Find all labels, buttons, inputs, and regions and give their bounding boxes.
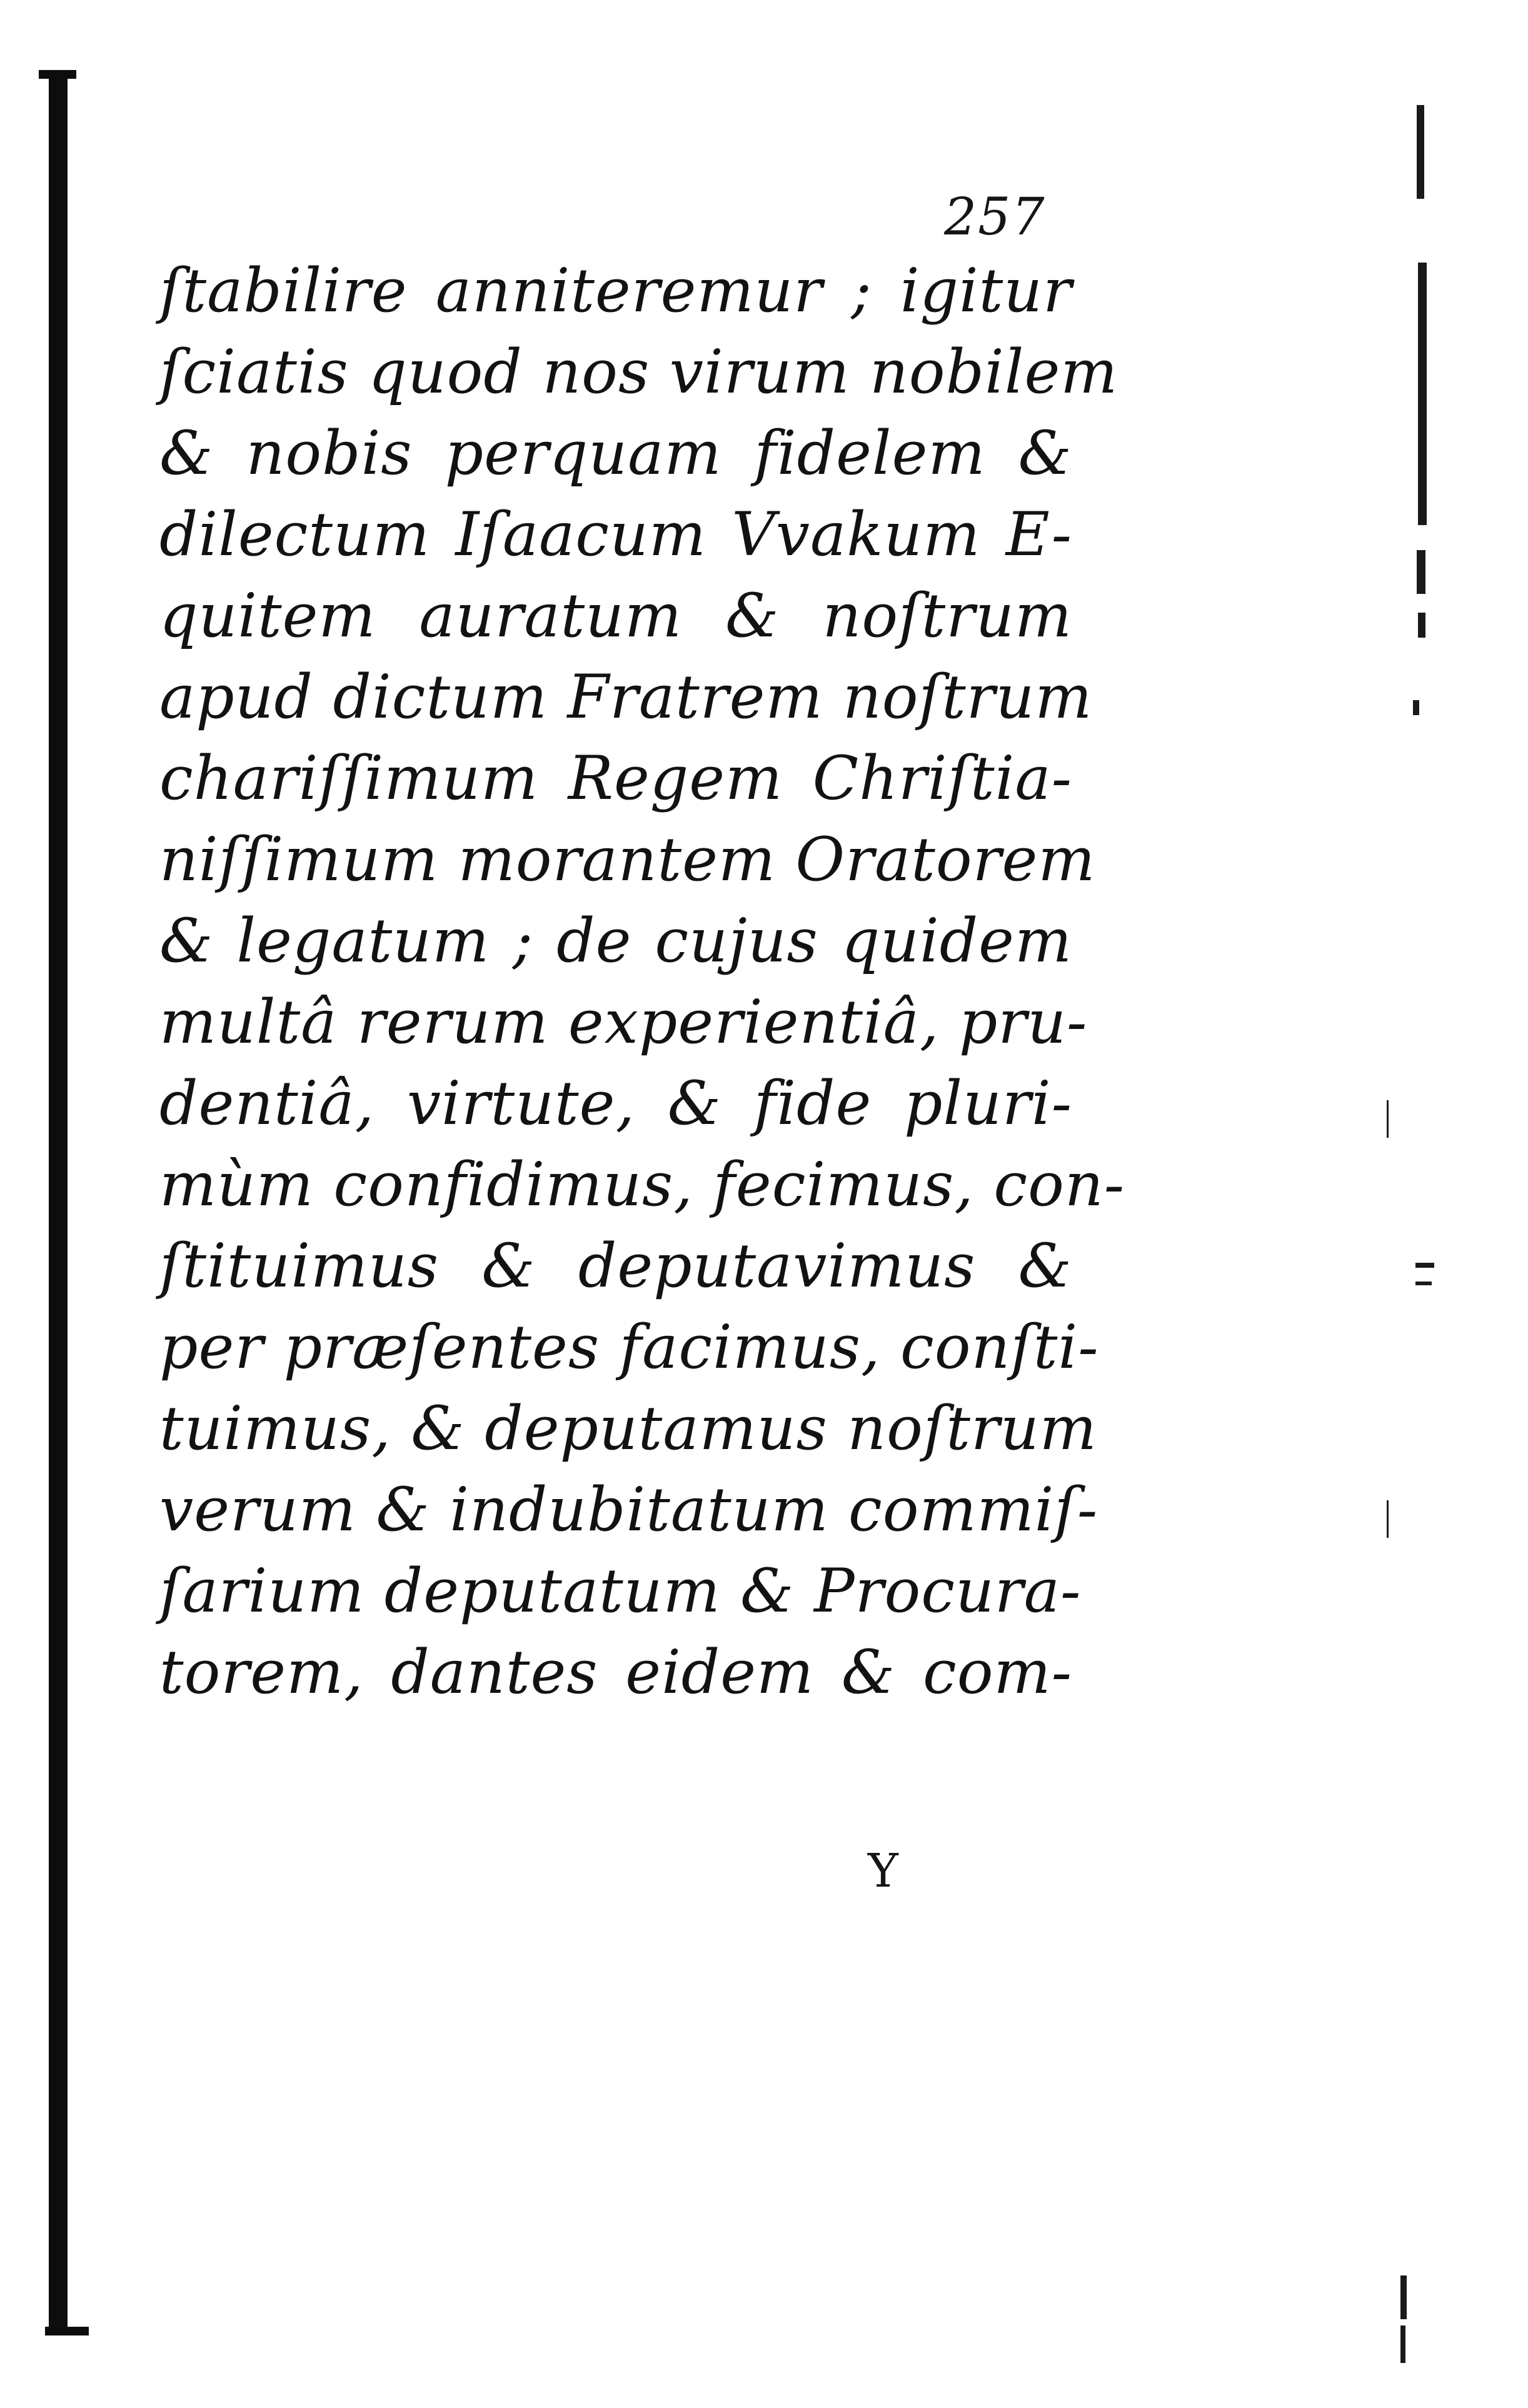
text-line: torem, dantes eidem & com-	[159, 1637, 1072, 1707]
text-line: apud dictum Fratrem noſtrum	[159, 662, 1093, 732]
text-line: chariſſimum Regem Chriſtia-	[159, 743, 1072, 813]
text-line: & nobis perquam fidelem &	[159, 418, 1072, 488]
text-line: mùm confidimus, fecimus, con-	[159, 1150, 1125, 1220]
text-line: verum & indubitatum commiſ-	[159, 1475, 1098, 1545]
latin-text-block	[159, 250, 1125, 1713]
binding-edge	[49, 74, 68, 2330]
text-line: quitem auratum & noſtrum	[159, 581, 1072, 651]
page-number: 257	[944, 188, 1046, 247]
binding-edge-bottom	[45, 2327, 89, 2335]
text-line: & legatum ; de cujus quidem	[159, 906, 1072, 976]
text-line: ſtituimus & deputavimus &	[159, 1231, 1072, 1301]
text-line: multâ rerum experientiâ, pru-	[159, 987, 1088, 1057]
text-line: dilectum Iſaacum Vvakum E-	[159, 499, 1072, 569]
text-line: dentiâ, virtute, & fide pluri-	[159, 1068, 1072, 1138]
text-line: niſſimum morantem Oratorem	[159, 825, 1096, 895]
text-line: ſciatis quod nos virum nobilem	[159, 337, 1118, 407]
text-line: ſtabilire anniteremur ; igitur	[159, 256, 1072, 326]
text-line: tuimus, & deputamus noſtrum	[159, 1393, 1097, 1463]
signature-mark: Y	[868, 1844, 898, 1898]
text-line: per præſentes facimus, conſti-	[159, 1312, 1099, 1382]
adjacent-page-edge	[1382, 75, 1457, 2375]
text-line: ſarium deputatum & Procura-	[159, 1556, 1082, 1626]
